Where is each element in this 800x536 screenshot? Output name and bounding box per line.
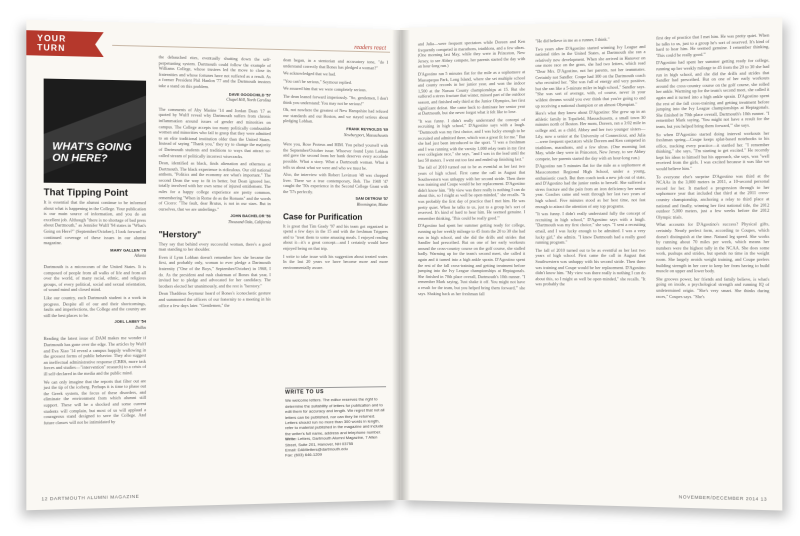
write-to-us-box — [285, 386, 386, 480]
letter-location: Newburyport, Massachusetts — [343, 132, 389, 138]
section-label: readers react — [354, 44, 387, 52]
box-fax: Fax: (603) 646-1209 — [285, 452, 322, 459]
letter-paragraph: "You can't be serious," Seymour replied. — [283, 78, 352, 85]
box-mail-address: Letters, Dartmouth Alumni Magazine, 7 Allen Street, Suite 201, Hanover, NH 03755 — [285, 434, 378, 448]
header-rule — [112, 45, 390, 53]
article-paragraph: D'Agostino had spent her summer getting ready for college, running up her weekly mileage to 45 from the 20 to 30 she had run in high school, and she did the drills and strides that Sandler had prescribed. But on one of her early workouts around the cross-country course on the golf course, she rolled her ankle. Warming up for the team's second meet, she called it again and it turned into a high ankle sprain. D'Agostino spent the rest of the fall cross-training and getting treatment before jumping into the Ivy League championships at Heptagonals. She finished in 70th place overall, Dartmouth's 10th runner. "I remember Mark saying, 'You might not have a result for the team, but you helped bring them forward,'" she says. — [656, 57, 770, 129]
headline-purification: Case for Purification — [283, 211, 363, 222]
article-paragraph: To everyone else's surprise D'Agostino was third at the NCAAs in the 3,000 meters in 2011, a 10-second personal record for her. It marked a progression through to her sophomore year that included that third at the 2011 cross-country championship, anchoring a relay to third place at national and finally, winning her first national title, the 2012 outdoor 5,000 meters, just a few weeks before the 2012 Olympic trials. — [656, 172, 770, 220]
letter-paragraph: Ok, not nowhere the greatest of New Hampshire had refused our standards and our Boston, and we stayed serious about pledging Lobban. — [283, 107, 389, 124]
letter-paragraph: Were you, Rose Proteus and HIM. You pelted yourself with the September/October issue. Whoever found Lynn Lobban and gave the second from her bank deserves every accolade possible. What a story. What a Dartmouth woman. What it tells us about what we were and who we must be. — [283, 141, 389, 171]
letter-paragraph: They say that behind every successful woman, there's a good man standing to her shoulder. — [158, 240, 271, 252]
letter-signature: MARY GALLEN '78 — [110, 248, 147, 253]
left-page — [26, 20, 400, 511]
letter-paragraph: We acknowledged that we had. — [283, 70, 336, 77]
letter-signature: FRANK REYNOLDS '69 — [346, 127, 389, 132]
letter-paragraph: Dean Thaddeus Seymour heard of Bones's iconoclastic gesture and summoned the officers of our fraternity to a meeting in his office a few days later. "Gentlemen," the — [158, 290, 271, 308]
article-photo — [44, 79, 146, 184]
letter-paragraph: Like our country, each Dartmouth student is a work in progress. Despite all of our and their shortcomings, faults and imperfections, the College and the country are still the best places to be. — [43, 294, 147, 318]
photo-headline: WHAT'S GOING ON HERE? — [52, 141, 132, 165]
section-tab: YOUR TURN — [26, 30, 95, 57]
letter-signature: DAVE GOODCHILD '57 — [228, 92, 271, 98]
letter-paragraph: Dean, identified as black, finds alienation and otherness at Dartmouth. The black experience is ridiculous. Our old national anthem, "Politics and the economy are what's important." The second Dean the way to fit in better, but Dean ignored her, totally involved with her own sense of injured entitlement. The rules for a happy college experience are pretty common, remembering "When in Rome do as the Romans" and the words of Cicero: "The fault, dear Brutus, is not in our stars. But in ourselves, that we are underlings." — [158, 160, 271, 212]
article-paragraph: What accounts for D'Agostino's success? Physical gifts, certainly. Nearly perfect form, according to Coupes, which doesn't distinguish at the time. Natural leg speed. She works by running about 70 miles per week, which means her numbers were the highest tally in the NCAA. She does some work, pushups and strides, but spends no time in the weight room. She largely avoids weight training, and Coupe prefers building strength in her core to keep her from having to build muscle on upper and lower body. — [656, 221, 770, 274]
letter-signature: JOEL LABEY '54 — [114, 319, 147, 325]
left-column-2 — [159, 54, 271, 310]
box-email: Email: DAMletters@dartmouth.edu — [285, 446, 348, 453]
article-paragraph: The fall of 2010 turned out to be as eventful as her last two years of high school. First came the call in August that Southwestern was unhappy with her second stride. Then there was training and Coupe would be her replacement. D'Agostino didn't know him. "My view was there really is nothing I can do about this, so I might as well be open-minded," she recalls. "It was probably the first day of practice that I met him. He was pretty quiet. When he talks to us, just to a group he's sort of reserved. It's kind of hard to hear him. He seemed genuine. I remember thinking, 'This could be really good.'" — [417, 164, 526, 221]
page-folio-right: NOVEMBER/DECEMBER 2014 13 — [678, 494, 768, 502]
section-tab-tail — [95, 32, 104, 57]
letter-paragraph: The dean leaned forward imperiously. "So, gentlemen, I don't think you understand: You may not be serious!" — [283, 93, 389, 106]
spine-gutter — [392, 30, 410, 500]
headline-herstory: "Herstory" — [158, 229, 202, 240]
right-column-1 — [418, 39, 525, 299]
letter-location: Bloomington, Maine — [356, 202, 389, 207]
headline-tipping-point: That Tipping Point — [43, 186, 128, 198]
letter-paragraph: dean began, in a stentorian and accusatory tone, "do I understand correctly that Bones has pledged a woman?" — [283, 57, 389, 71]
article-paragraph: D'Agostino ran 5 minutes flat for the mile as a sophomore at Massapequa Park, Long Island, where she set multiple school and county records in her junior year, and won the indoor 1,500 at the Nassau County championships at 15. But she suffered a stress fracture that winter, missed part of the outdoor season, and finished only third at the Junior Olympics, her first significant defeat. She came back to dominate her senior year at Dartmouth, but she never forgot what it felt like to lose. — [417, 69, 526, 116]
box-body: We welcome letters. The editor reserves the right to determine the suitability of letters for publication and to edit them for accuracy and length. We regret that not all letters can be published, nor can they be returned. Letters should run no more than 300 words in length, refer to material published in the magazine and include the writer's full name, address and telephone number. — [285, 396, 385, 437]
article-paragraph: first day of practice that I met him. He was pretty quiet. When he talks to us, just to a group he's sort of reserved. It's kind of hard to hear him. He seemed genuine. I remember thinking, 'This could be really good.'" — [656, 32, 770, 58]
right-page — [400, 17, 782, 510]
left-column-3 — [283, 57, 388, 272]
letter-paragraph: The comments of Aby Marine '14 and Jordan Dean '17 as quoted by Wulff reveal why Dartmouth suffers from chronic inflammation around issues of gender and minorities on campus. The College accepts too many politically combustible women and minorities who fail to grasp that they were admitted to an elite traditional institution older than the United States. Instead of saying "Thank you," they try to change the majority of Dartmouth students and traditions to ways that attract so-called stream of politically incorrect wisecracks. — [158, 106, 271, 159]
letter-location: Atlanta — [134, 254, 147, 259]
letter-location: Thousand Oaks, California — [228, 220, 271, 225]
article-paragraph: "He did believe in me as a runner, I think." — [535, 36, 610, 44]
right-column-2 — [535, 36, 645, 290]
letter-paragraph: It is great that Tim Grady '97 and his team got organized to spend a few days in the 15 and with the freshman Trippees and to "treat them to some amazing meals. I enjoyed reading about it—it's a great concept—and I certainly would have enjoyed being on that trip. — [283, 223, 389, 251]
article-paragraph: Here's what they know about D'Agostino: She grew up in an athletic family in Topsfield, Massachusetts, a small town 30 minutes north of Boston. Her mom, Doreen, ran a 3:02 mile in college and, as a child, Abbey and her two younger sisters—Lily, now a senior at the University of Connecticut, and Julia—were frequent spectators while Doreen and Ken competed in triathlons, marathons, and a few ultras. (One morning last May, while they were in Princeton, New Jersey, to see Abbey compete, her parents started the day with an hour-long run.) — [535, 108, 646, 162]
box-mail-label: Write: — [285, 436, 297, 442]
box-heading: WRITE TO US — [285, 389, 324, 396]
article-paragraph: Two years after D'Agostino started winning Ivy League and national titles in the United States, at Dartmouth she ran a relatively new development. When she arrived in Hanover on one more race on the grass, she had two letters, which read "Dear Mrs. D'Agostino, not her parents, not her teammates. Certainly not Sandler. Coupe had 300 on the Dartmouth coach who recruited her. "She was full of energy and very positive, but she ran like a 5-minute miler in high school," Sandler says. "She was sort of average, with, of course, never in your wildest dreams would you ever think that you're going to end up receiving a national champion or an almost Olympian." — [535, 43, 646, 109]
letter-signature: SAM DETROW '57 — [355, 197, 389, 202]
article-paragraph: The fall of 2010 turned out to be as eventful as her last two years of high school. First came the call in August that Southwestern was unhappy with his second stride. Then there was training and Coupe would be her replacement. D'Agostino didn't know him. "My view was there really is nothing I can do about this, so I might as well be open-minded," she recalls. "It was probably the — [535, 247, 646, 287]
article-paragraph: D'Agostino ran 5 minutes flat for the mile as a sophomore at Massconomet Regional High School, under a young, enthusiastic coach. But then coach took a new job out of state, and D'Agostino had the junior ranks to herself. She suffered a stress fracture and the pain from an iron deficiency her senior year. Coaches came and went through her last two years of high school. Five minutes stood as her best time, not fast enough to attract the attention of any top programs. — [535, 162, 646, 209]
letter-paragraph: Reading the latest issue of DAM makes me wonder if Dartmouth has gone over the edge. The articles by Wulff and Eva Xiao '14 reveal a campus happily wallowing in the grossest forms of public behavior. They also suggest an ineffectual administrative response (CBRS, more task forces and studies—"intervention" research) to a crisis of ill self-declared in the media and the public mind. — [43, 335, 147, 377]
article-paragraph: "It was funny. I didn't really understand the concept of recruiting in high school," D'Agostino says with a laugh. "Dartmouth was my first choice, and I was lucky enough to be recruited and admitted there, which was a great fit for me." But she had just been introduced to the sport. "I was a freshman and I was running with the varsity 1,000 relay team in my first ever collegiate race," she says, "and I was in the lead until the last 50 meters. I went out too fast and ended up finishing last." — [417, 116, 526, 163]
article-paragraph: She grooves power, her friends and family believe, is what's going on inside, a psychological strength and running IQ of undetermined origin. "She's very smart. She thinks during races," Coupes says. "She's — [656, 276, 770, 299]
letter-paragraph: Also, the interview with Robert Levinson '48 was chopped liver. There we a true contemporary, Bob. The 1948 '47 caught the '50s experience in the Second College Grant with the '57s perfectly. — [283, 171, 389, 195]
article-paragraph: So when D'Agostino started doing interval workouts her freshman spring—Coupe keeps splat-based notebooks to his office, tracking every practice—it startled her. "I remember thinking," she says, "I'm starting to get excited." He recently kept his ideas to himself but his approach, she says, was "well received from the girls. I was excited because it was like we would believe him." — [656, 129, 770, 172]
letter-paragraph: I write to take issue with his suggestion about treated water. In the last 20 years we have become more and more environmentally aware. — [283, 253, 389, 270]
letter-paragraph: We can only imagine that the reports that filter out are just the tip of the iceberg. Perhaps it is time to phase out the Greek system, the focus of these disorders, and eliminate the environment from which alumni still support. These will be a shocked and some current students will complain, but most of us will applaud a courageous stand designed to save the College. And future classes will not be intimidated by — [43, 377, 147, 426]
letter-paragraph: Dartmouth is a microcosm of the United States. It is composed of people from all walks of life and from all over the world, of many racial, ethnic, and religious groups, of every political, social and sexual orientation, of sound mind and closed mind. — [43, 263, 147, 293]
page-folio-left: 12 DARTMOUTH ALUMNI MAGAZINE — [41, 493, 140, 502]
letter-signature: JOHN BACHELOR '56 — [230, 214, 271, 219]
letter-location: Dallas — [135, 325, 147, 330]
letter-paragraph: Even if Lynn Lobban doesn't remember how she became the first, and probably only, woman to ever pledge a Dartmouth fraternity ("One of the Boys," September/October) in 1968, I do. As the president and rush chairman of Bones that year, I invited her to pledge and advocated for her candidacy. The brothers elected her unanimously, and the rest is "herstory." — [158, 254, 271, 289]
letter-paragraph: It is essential that the alumni continue to be informed about what is happening in the College. Your publication is our main source of information, and you do an excellent job. Although "there is no shortage of bad press about Dartmouth," as Jennifer Wulff '94 states in "What's Going on Here?" (September/October), I look forward to continued coverage of these issues in our alumni magazine. — [43, 199, 147, 246]
article-paragraph: and Julia—were frequent spectators while Doreen and Ken frequently competed in marathons, triathlons, and a few ultras. (One morning last May, while they were in Princeton, New Jersey, to see Abbey compete, her parents started the day with an hour-long run.) — [417, 38, 526, 69]
right-column-3 — [656, 32, 769, 301]
letter-location: Chapel Hill, North Carolina — [226, 97, 271, 103]
letter-paragraph: We assured him that we were completely serious. — [283, 85, 367, 93]
letter-paragraph: the debauched rites, eventually shutting down the self-perpetuating system. Dartmouth could follow the example of Williams College, whose trustees led the move to close its fraternities and whose fortunes have not suffered as a result. As a former President Phil Hanlon '77 and the Dartmouth trustees take a stand on this problem. — [158, 54, 271, 90]
article-paragraph: "It was funny. I didn't really understand fully the concept of recruiting in high school," D'Agostino says with a laugh. "Dartmouth was my first choice," she says. "I sent a recruiting email, and I was lucky enough to be admitted. I was a very lucky girl," she admits. "I knew Dartmouth had a really good running program." — [535, 210, 646, 245]
left-column-1 — [44, 187, 146, 428]
article-paragraph: D'Agostino had spent her summer getting ready for college, running up her weekly mileage to 45 from the 20 to 30 she had run in high school, and she did the drills and strides that Sandler had prescribed. But on one of her early workouts around the cross-country course on the golf course, she stalled badly. Warming up for the team's second meet, she called it again and it turned into a high ankle sprain. D'Agostino spent the rest of the fall cross-training and getting treatment before jumping into the Ivy League championships at Heptagonals. She finished in 70th place overall, Dartmouth's 10th runner. "I remember Mark saying, 'Just shake it off. You might not have a result for the team, but you helped bring them forward,'" she says. Shaking back as her freshman fall — [417, 222, 526, 296]
